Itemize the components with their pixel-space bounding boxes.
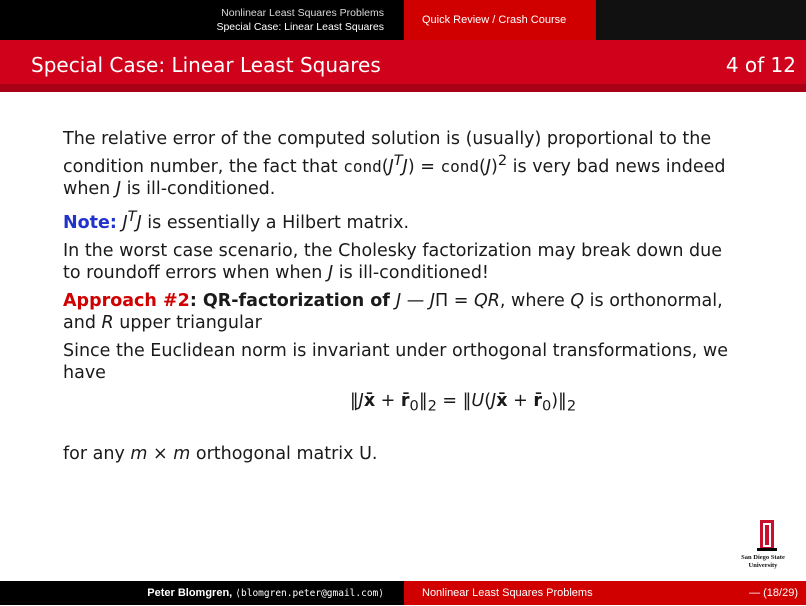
footer-divider <box>392 581 404 605</box>
approach-heading: : QR-factorization of <box>189 290 397 311</box>
approach-label: Approach #2 <box>63 290 190 311</box>
sdsu-shield-icon <box>726 518 806 554</box>
text-segment: is essentially a Hilbert matrix. <box>141 212 410 233</box>
logo-line2: University <box>748 562 778 569</box>
title-rule <box>0 84 806 92</box>
top-navigation-bar <box>0 0 806 40</box>
nav-section-link[interactable]: Nonlinear Least Squares Problems <box>221 7 384 19</box>
sdsu-logo <box>726 518 806 576</box>
text-segment: The relative error of the computed solution is (usually) proportional to the condition number, the fact that <box>63 129 712 177</box>
note-label: Note: <box>63 212 117 233</box>
footer-page-number: — (18/29) <box>749 587 798 599</box>
nav-subsection-link[interactable]: Special Case: Linear Least Squares <box>216 21 384 33</box>
section-nav-right <box>404 0 806 40</box>
footer-section <box>404 581 806 605</box>
approach-qr: Approach #2: QR-factorization of J — JΠ = QR, where Q is orthonormal, and R upper triangular <box>63 290 723 333</box>
footer-author <box>0 581 392 605</box>
logo-line1: San Diego State <box>741 554 785 561</box>
text-segment: , where <box>499 290 571 311</box>
section-nav <box>0 0 392 40</box>
math-cond: cond <box>343 156 382 176</box>
slide-body <box>63 128 743 471</box>
logo-wordmark <box>732 554 794 570</box>
text-segment: is orthonormal, and <box>63 290 723 333</box>
text-segment: — <box>401 290 430 311</box>
text-segment: is very bad news indeed when <box>63 156 726 199</box>
footer-section-title: Nonlinear Least Squares Problems <box>422 587 593 599</box>
text-segment: is ill-conditioned. <box>121 178 276 199</box>
text-segment: for any <box>63 444 131 465</box>
slide-title-bar <box>0 40 806 92</box>
paragraph-condition-number: The relative error of the computed solution is (usually) proportional to the condition number, the fact that $cond(J^TJ)$ = $cond(J)^2$ is very bad news indeed when J is ill-conditioned. <box>63 129 726 199</box>
text-segment: In the worst case scenario, the Cholesky factorization may break down due to roundoff errors when when <box>63 240 723 283</box>
slide-page-counter: 4 of 12 <box>725 53 796 77</box>
slide-title: Special Case: Linear Least Squares <box>31 53 381 77</box>
paragraph-orthogonal: for any m × m orthogonal matrix U. <box>63 444 378 465</box>
footer-bar <box>0 581 806 605</box>
paragraph-euclidean: Since the Euclidean norm is invariant under orthogonal transformations, we have <box>63 340 728 383</box>
text-segment: orthogonal matrix U. <box>190 444 378 465</box>
nav-quick-review-link[interactable]: Quick Review / Crash Course <box>404 0 596 40</box>
author-name: Peter Blomgren, <box>147 587 233 599</box>
author-email: ⟨blomgren.peter@gmail.com⟩ <box>235 588 384 599</box>
note-hilbert: Note: $J^TJ$ is essentially a Hilbert matrix. <box>63 207 410 233</box>
text-segment: upper triangular <box>113 312 262 333</box>
nav-divider <box>392 0 404 40</box>
paragraph-cholesky: In the worst case scenario, the Cholesky factorization may break down due to roundoff errors when when J is ill-conditioned! <box>63 240 723 283</box>
equation-norm-invariance: ‖Jx̄ + $r̄_0‖_2$ = ‖U(Jx̄ + $r̄_0)‖_2$ <box>349 390 577 415</box>
text-segment: is ill-conditioned! <box>333 262 489 283</box>
